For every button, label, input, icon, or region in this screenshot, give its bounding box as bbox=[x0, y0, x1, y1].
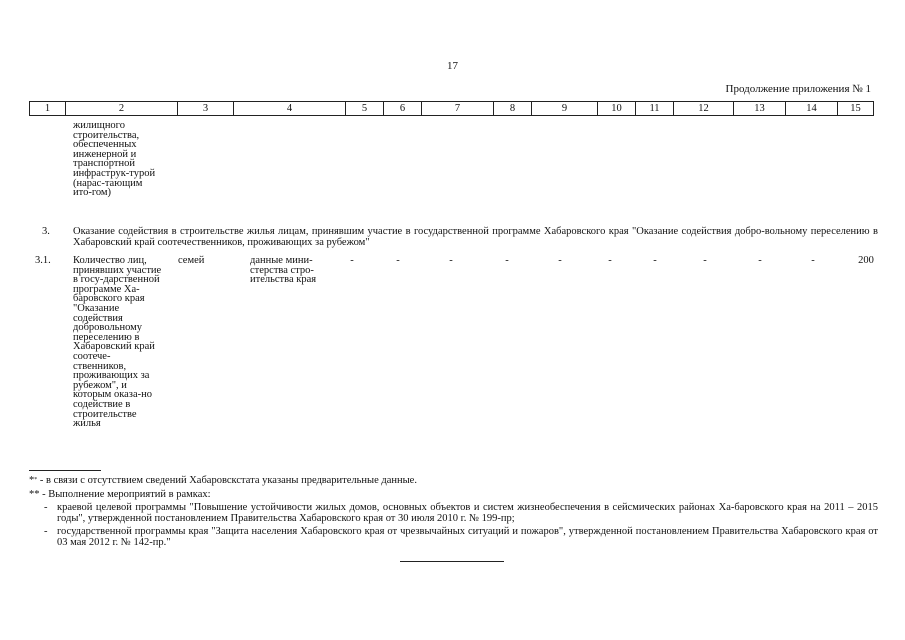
footnote-1-mark: * bbox=[29, 475, 35, 486]
continuation-note: Продолжение приложения № 1 bbox=[725, 83, 871, 95]
col-number-15: 15 bbox=[838, 102, 874, 116]
col-number-4: 4 bbox=[234, 102, 346, 116]
value-col5: - bbox=[350, 255, 354, 266]
data-source: данные мини-стерства стро-ительства края bbox=[250, 255, 317, 286]
section-number: 3. bbox=[42, 226, 50, 237]
value-col12: - bbox=[703, 255, 707, 266]
col-number-6: 6 bbox=[384, 102, 422, 116]
value-col14: - bbox=[811, 255, 815, 266]
footnote-list-item bbox=[44, 527, 878, 548]
col-number-12: 12 bbox=[674, 102, 734, 116]
footnote-separator bbox=[29, 470, 101, 471]
col-number-13: 13 bbox=[734, 102, 786, 116]
col-number-11: 11 bbox=[636, 102, 674, 116]
section-title: Оказание содействия в строительстве жилья лицам, принявшим участие в государственной программе Хабаровского края "Оказание содействия добро-вольному переселению в Хабаровский край соотечественников, проживающих за рубежом" bbox=[73, 226, 878, 248]
col-number-7: 7 bbox=[422, 102, 494, 116]
value-col11: - bbox=[653, 255, 657, 266]
value-col13: - bbox=[758, 255, 762, 266]
value-col6: - bbox=[396, 255, 400, 266]
indicator-name: Количество лиц, принявших участие в госу-дарственной программе Ха-баровского края "Оказание содействия добровольному переселению в Хабаровский край соотече-ственников, проживающих за рубежом", и которым оказа-но содействие в строительстве жилья bbox=[73, 255, 162, 430]
list-dash: - bbox=[44, 526, 48, 537]
footnote-2: ** - Выполнение мероприятий в рамках: bbox=[29, 489, 211, 500]
value-col15: 200 bbox=[858, 255, 874, 266]
footnote-1-text: - в связи с отсутствием сведений Хабаровскстата указаны предварительные данные. bbox=[37, 475, 417, 486]
value-col10: - bbox=[608, 255, 612, 266]
unit-of-measure: семей bbox=[178, 255, 205, 266]
carryover-indicator-text: жилищного строительства, обеспеченных инженерной и транспортной инфраструк-турой (нарас-тающим ито-гом) bbox=[73, 120, 156, 199]
col-number-10: 10 bbox=[598, 102, 636, 116]
list-item-text: государственной программы края "Защита населения Хабаровского края от чрезвычайных ситуаций и пожаров", утвержденной постановлением Правительства Хабаровского края от 03 мая 2012 г. № 142-пр." bbox=[57, 526, 878, 548]
value-col9: - bbox=[558, 255, 562, 266]
col-number-14: 14 bbox=[786, 102, 838, 116]
value-col7: - bbox=[449, 255, 453, 266]
page-number: 17 bbox=[447, 60, 458, 72]
col-number-8: 8 bbox=[494, 102, 532, 116]
list-item-text: краевой целевой программы "Повышение устойчивости жилых домов, основных объектов и систем жизнеобеспечения в сейсмических районах Ха-баровского края на 2011 – 2015 годы", утвержденной постановлением Правительства Хабаровского края от 30 июля 2010 г. № 199-пр; bbox=[57, 502, 878, 524]
col-number-1: 1 bbox=[30, 102, 66, 116]
footnote-1-superscript: * bbox=[34, 477, 38, 483]
footnote-list-item bbox=[44, 503, 878, 524]
row-number: 3.1. bbox=[35, 255, 51, 266]
col-number-3: 3 bbox=[178, 102, 234, 116]
col-number-9: 9 bbox=[532, 102, 598, 116]
value-col8: - bbox=[505, 255, 509, 266]
end-of-document-rule bbox=[400, 561, 504, 562]
list-dash: - bbox=[44, 502, 48, 513]
col-number-5: 5 bbox=[346, 102, 384, 116]
column-number-header-row bbox=[29, 101, 874, 116]
footnote-1 bbox=[29, 476, 417, 487]
col-number-2: 2 bbox=[66, 102, 178, 116]
